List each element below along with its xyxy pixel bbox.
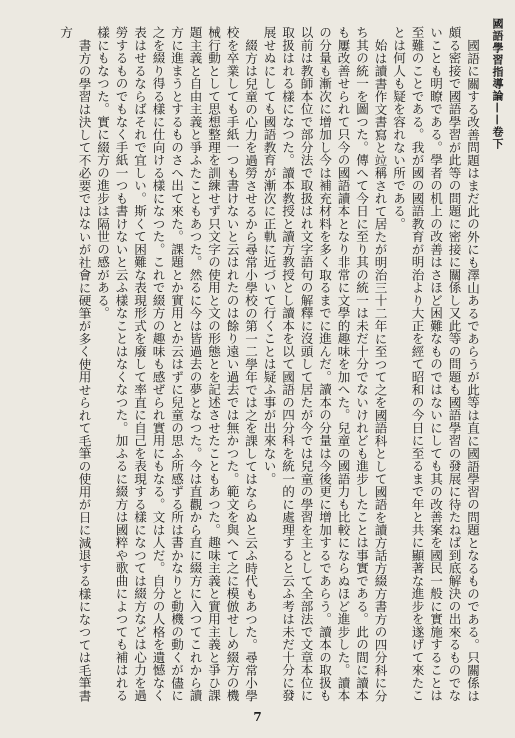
paragraph: 綴方は兒童の心力を過勞させるから尋常小學校の第一二學年では之を課してはならぬと云ふ時代もあつた。尋常小學校を卒業しても手紙一つも書けないと云はれたのは餘り遠い過去では無かつた。範文を與へて之に模倣せしめ綴方の機械行動として思想整理を訓練せず只文字の使用と文の形態とを記述させたこともあつた。趣味主義と實用主義と爭ひ課題主義と自由主義と爭ふたこともあつた。然るに今は皆過去の夢となつた。今は直觀から直に綴方に入つてこれから讀方に進まうとするものさへ出て來た。課題とか實用とか云はずに兒童の思ふ所感ずる所は書かなりと動機の動くが儘に之を綴り得る樣に仕向ける樣になつた。これで綴方の趣味も感ぜられ實用にもなる。文は人だ。自分の人格を遺憾なく表はせるならばそれで宜しい。斯くて困難な表現形式を廢して率直に自己を表現する樣になつては綴方などは心力を過勞するものでもなく手紙一つも書けないと云ふ樣なことはなくなつた。加ふるに綴方は國粹や歌曲によつても補はれる樣にもなつた。實に綴方の進步は隔世の感がある。 xyxy=(95,26,258,702)
paragraph: 書方の學習は決して不必要ではないが社會に硬筆が多く使用せられて毛筆の使用が日に減退する樣になつては毛筆書方 xyxy=(58,26,92,702)
page-number: 7 xyxy=(253,710,262,724)
paragraph: 始は讀書作文書寫と竝稱されて居たが明治三十二年に至つて之を國語科として國語を讀方話方綴方書方の四分科に分ち其の統一を圖つた。傳へて今日に至り其の統一は未だ十分でないけれども進步したことは事實である。此の間に讀本も屢改善せられて只今の國語讀本となり非常に文學的趣味を加へた。兒童の國語力も比較にならぬほど進步した。讀本の分量も漸次に增加し今は補充材料を多く取るまでに進んだ。讀本の分量は今後更に增加するであらう。讀本の取扱も以前は教師本位で部分法で取扱はれ文字語句の解釋に沒頭して居たが今では兒童の學習を主として全部法で文章本位に取扱はれる樣になつた。讀本教授と讀方教授とし讀本を以て國語の四分科を統一的に處理すると云ふ考は未だ十分に發展せぬにしても國語教育が漸次に正軌に近づいて行くことは疑ふ事が出來ない。 xyxy=(261,26,388,702)
body-text xyxy=(21,26,481,706)
running-head: 國語學習指導論——卷下 xyxy=(491,18,504,150)
paragraph: 國語に關する改善問題はまだ此の外にも澤山あるであらうが此等は直に國語學習の問題となるものである。只關係は頗る密接で國語學習が此等の問題に密接に關係し又此等の問題も國語學習の發展に待たねば到底解決の出來るものでないことも明瞭である。學者の机上の改善はさほど困難なものではないにしても其の改善案を國民一般に實施することは至難のことである。我が國の國語教育が明治より大正を經て昭和の今日に至るまで年と共に顯著な進步を遂げて來たことは何人も疑を容れない所である。 xyxy=(391,26,480,702)
